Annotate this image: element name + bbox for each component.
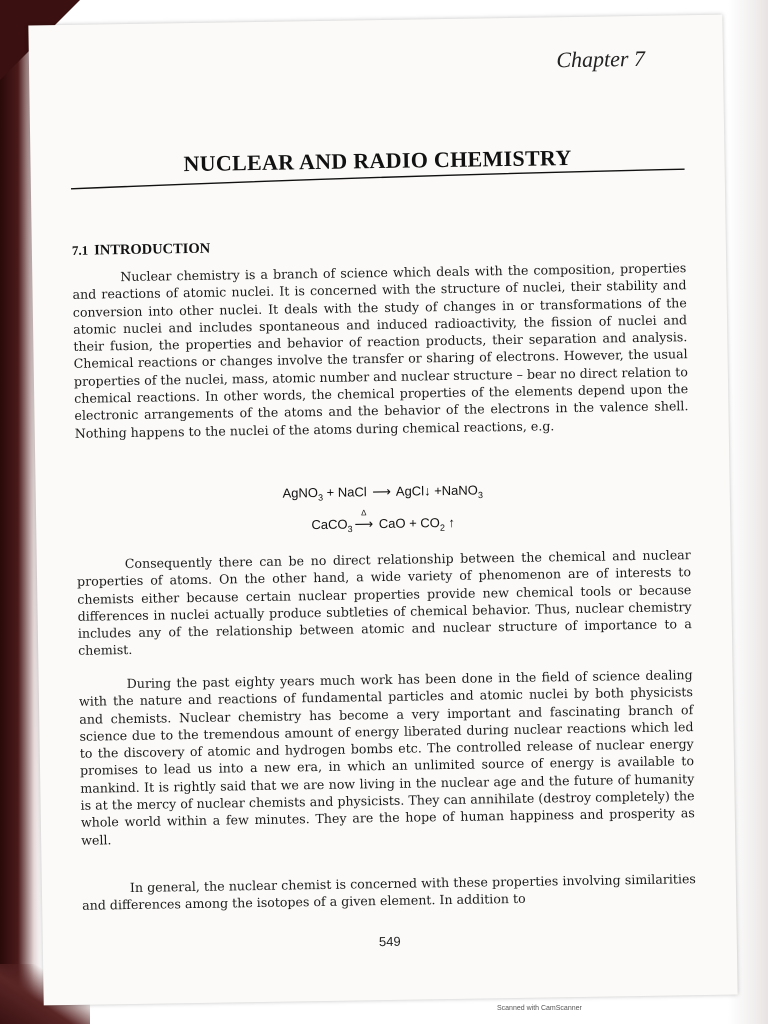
section-number: 7.1: [71, 242, 89, 258]
eq2-reactant: CaCO: [311, 516, 348, 533]
equation-silver-nitrate: [36, 479, 730, 507]
eq1-product-2-sub: 3: [477, 490, 484, 501]
eq1-reactant-1: AgNO: [282, 485, 319, 501]
eq1-product-1: AgCl: [392, 483, 425, 499]
section-heading-text: INTRODUCTION: [94, 240, 211, 259]
scanner-watermark: Scanned with CamScanner: [497, 1005, 582, 1012]
eq1-arrow: ⟶: [372, 483, 392, 500]
eq1-reactant-1-sub: 3: [317, 492, 324, 503]
eq1-precipitate-mark: ↓: [423, 483, 431, 499]
eq2-reactant-sub: 3: [347, 524, 353, 535]
eq1-product-2: +NaNO: [430, 482, 478, 499]
chapter-title: NUCLEAR AND RADIO CHEMISTRY: [183, 144, 572, 177]
eq2-heat-symbol: Δ: [360, 508, 367, 518]
equation-calcium-carbonate: [36, 508, 730, 539]
paragraph-2: Consequently there can be no direct relationship between the chemical and nuclear properties of atoms. On the other hand, a wide variety of phenomenon are of interests to chemists either because certain nuclear properties provide new chemical tools or because differences in nuclei actually produce subtleties of chemical behavior. Thus, nuclear chemistry includes any of the relationship between atomic and nuclear structure of importance to a chemist.: [76, 547, 692, 659]
eq1-reactant-2: + NaCl: [322, 484, 371, 500]
book-page: [28, 15, 737, 1006]
paragraph-4: In general, the nuclear chemist is concerned with these properties involving similarities and differences among the isotopes of a given element. In addition to: [82, 871, 696, 914]
chapter-label: Chapter 7: [556, 45, 646, 73]
eq2-products-sub: 2: [439, 522, 446, 533]
eq2-gas-mark: ↑: [444, 514, 456, 531]
eq2-arrow-glyph: ⟶: [354, 516, 374, 532]
section-heading: [72, 241, 211, 260]
paragraph-1: Nuclear chemistry is a branch of science which deals with the composition, properties and reactions of atomic nuclei. It is concerned with the structure of nuclei, their stability and conversion into other nuclei. It deals with the study of changes in or transformations of the atomic nuclei and includes spontaneous and induced radioactivity, the fission of nuclei and their fusion, the properties and behavior of reaction products, their separation and analysis. Chemical reactions or changes involve the transfer or sharing of electrons. However, the usual properties of the nuclei, mass, atomic number and nuclear structure – bear no direct relation to chemical reactions. In other words, the chemical properties of the elements depend upon the electronic arrangements of the atoms and the behavior of the electrons in the valence shell. Nothing happens to the nuclei of the atoms during chemical reactions, e.g.: [72, 260, 689, 441]
eq2-arrow: [354, 508, 374, 532]
eq2-products: CaO + CO: [375, 515, 440, 532]
page-number: 549: [378, 933, 401, 950]
paragraph-3: During the past eighty years much work has been done in the field of science dealing with the nature and reactions of fundamental particles and atomic nuclei by both physicists and chemists. Nuclear chemistry has become a very important and fascinating branch of science due to the tremendous amount of energy liberated during nuclear reactions which led to the discovery of atomic and hydrogen bombs etc. The controlled release of nuclear energy promises to lead us into a new era, in which an unlimited source of energy is available to mankind. It is rightly said that we are now living in the nuclear age and the future of humanity is at the mercy of nuclear chemists and physicists. They can annihilate (destroy completely) the whole world within a few minutes. They are the hope of human happiness and prosperity as well.: [78, 667, 695, 848]
